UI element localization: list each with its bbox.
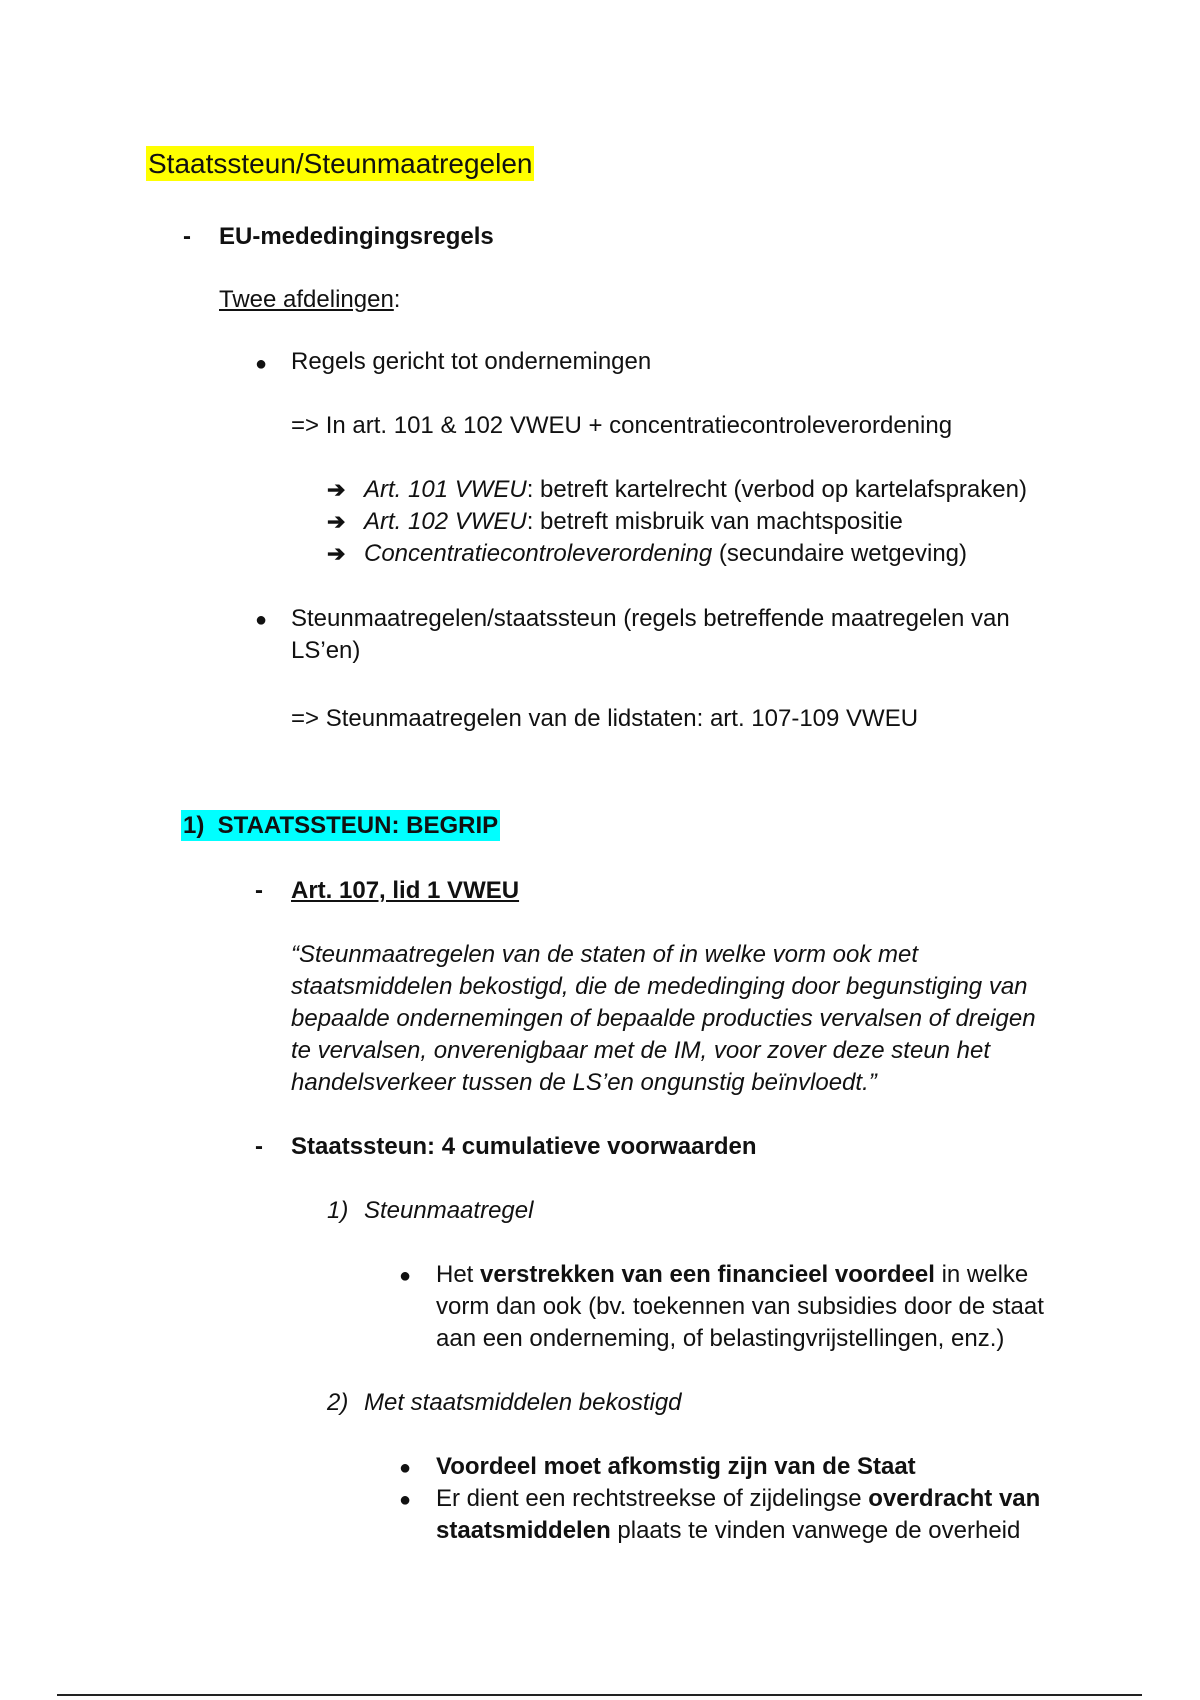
arrow-item-3 — [364, 538, 967, 570]
page-bottom-rule — [57, 1694, 1142, 1696]
arrow-item-lead: Art. 101 VWEU — [364, 476, 527, 503]
section1-heading-text: 1) STAATSSTEUN: BEGRIP — [183, 812, 499, 839]
arrow-icon: ➔ — [327, 509, 346, 534]
bullet-icon: ● — [399, 1489, 412, 1511]
cond1-label: Steunmaatregel — [364, 1197, 534, 1224]
bullet-icon: ● — [255, 353, 268, 375]
two-sections-text: Twee afdelingen — [219, 286, 394, 313]
item2-line1: Steunmaatregelen/staatssteun (regels betreffende maatregelen van — [291, 605, 1010, 632]
cond2-bullet2 — [436, 1483, 1076, 1547]
bullet-icon: ● — [255, 609, 268, 631]
two-sections-colon: : — [393, 286, 401, 313]
section1-heading — [181, 810, 500, 842]
cond1-bullet-bold: verstrekken van een financieel voordeel — [480, 1261, 935, 1288]
cond2-bullet2-pre: Er dient een rechtstreekse of zijdelingse — [436, 1485, 869, 1512]
item1-text: Regels gericht tot ondernemingen — [291, 348, 652, 375]
art107-quote: “Steunmaatregelen van de staten of in welke vorm ook met staatsmiddelen bekostigd, die de mededinging door begunstiging van bepaalde ondernemingen of bepaalde producties vervalsen of dreigen te vervalsen, onverenigbaar met de IM, voor zover deze steun het handelsverkeer tussen de LS’en ongunstig beïnvloedt.” — [291, 941, 1036, 1096]
cond1-bullet-post: in welke vorm dan ook (bv. toekennen van subsidies door de staat aan een onderneming, of belastingvrijstellingen, enz.) — [436, 1261, 1044, 1352]
bullet-icon: ● — [399, 1457, 412, 1479]
dash-marker: - — [255, 877, 263, 904]
cond2-bullet2-bold: overdracht van staatsmiddelen — [436, 1485, 1041, 1544]
arrow-item-rest: : betreft misbruik van machtspositie — [526, 508, 903, 535]
dash-marker: - — [255, 1133, 263, 1160]
mededinging-heading: EU-mededingingsregels — [219, 223, 494, 250]
arrow-item-lead: Art. 102 VWEU — [364, 508, 527, 535]
page-title-text: Staatssteun/Steunmaatregelen — [148, 148, 533, 179]
arrow-item-rest: (secundaire wetgeving) — [712, 540, 968, 567]
item1-note: => In art. 101 & 102 VWEU + concentratiecontroleverordening — [291, 412, 953, 439]
cond1-number: 1) — [327, 1197, 349, 1224]
item2-line2: LS’en) — [291, 637, 361, 664]
cond2-bullet2-post: plaats te vinden vanwege de overheid — [610, 1517, 1021, 1544]
cond2-label: Met staatsmiddelen bekostigd — [364, 1389, 682, 1416]
item2-note: => Steunmaatregelen van de lidstaten: art. 107-109 VWEU — [291, 705, 919, 732]
arrow-item-lead: Concentratiecontroleverordening — [364, 540, 713, 567]
cond2-number: 2) — [327, 1389, 349, 1416]
cond1-bullet-pre: Het — [436, 1261, 481, 1288]
cond2-bullet1: Voordeel moet afkomstig zijn van de Staat — [436, 1453, 916, 1480]
arrow-icon: ➔ — [327, 477, 346, 502]
dash-marker: - — [183, 223, 191, 250]
cond1-bullet — [436, 1259, 1076, 1355]
arrow-item-rest: : betreft kartelrecht (verbod op kartelafspraken) — [526, 476, 1027, 503]
arrow-item-1 — [364, 474, 1027, 506]
bullet-icon: ● — [399, 1265, 412, 1287]
arrow-icon: ➔ — [327, 541, 346, 566]
art107-heading: Art. 107, lid 1 VWEU — [291, 877, 520, 904]
arrow-item-2 — [364, 506, 903, 538]
two-sections-label — [219, 284, 400, 316]
page-title — [146, 146, 534, 182]
conditions-heading: Staatssteun: 4 cumulatieve voorwaarden — [291, 1133, 757, 1160]
